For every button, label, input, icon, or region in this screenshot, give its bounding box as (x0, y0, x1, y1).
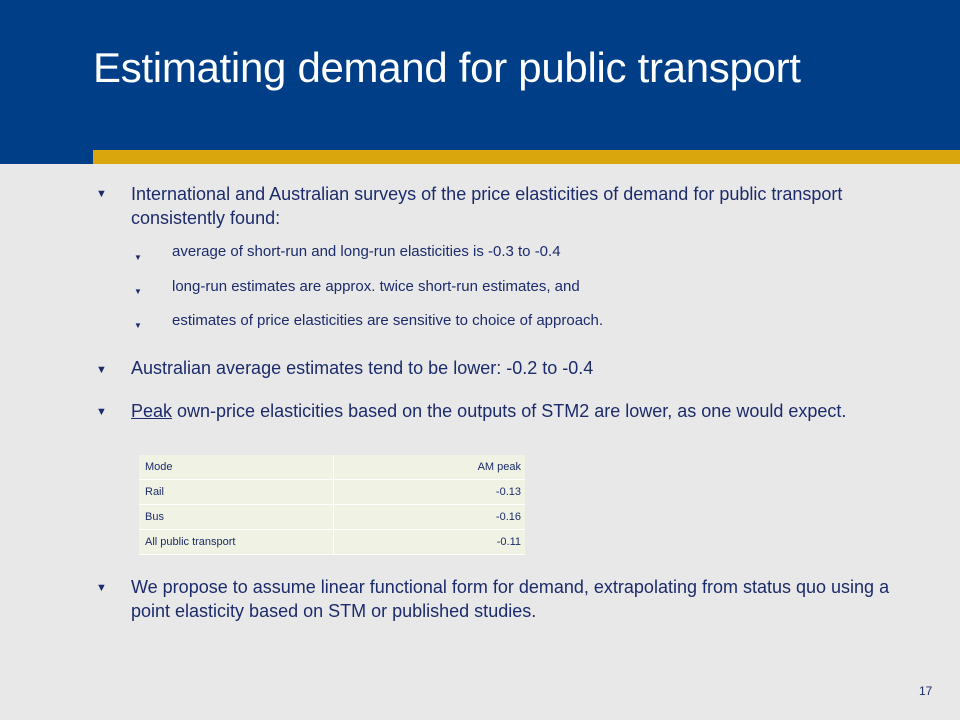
sub-bullet-icon: ▼ (134, 321, 142, 330)
bullet-icon: ▼ (96, 582, 107, 594)
table-row (139, 530, 525, 555)
table-cell-mode: All public transport (139, 530, 334, 555)
table-header-cell: AM peak (334, 455, 526, 480)
bullet-icon: ▼ (96, 188, 107, 200)
table-row (139, 480, 525, 505)
table-cell-value: -0.16 (334, 505, 526, 530)
bullet-icon: ▼ (96, 406, 107, 418)
bullet-2-text: Australian average estimates tend to be lower: -0.2 to -0.4 (131, 358, 594, 378)
accent-bar (93, 150, 960, 164)
table-cell-value: -0.13 (334, 480, 526, 505)
sub-bullet-2-text: long-run estimates are approx. twice short-run estimates, and (172, 278, 580, 295)
table-row (139, 505, 525, 530)
sub-bullet-1-text: average of short-run and long-run elasticities is -0.3 to -0.4 (172, 243, 561, 260)
peak-underlined-word: Peak (131, 401, 173, 421)
bullet-icon: ▼ (96, 364, 107, 376)
table-cell-mode: Rail (139, 480, 334, 505)
slide-header (0, 0, 960, 164)
bullet-3-text (131, 399, 891, 423)
sub-bullet-3-text: estimates of price elasticities are sensitive to choice of approach. (172, 312, 604, 329)
sub-bullet-icon: ▼ (134, 253, 142, 262)
bullet-4-text: We propose to assume linear functional form for demand, extrapolating from status quo using a point elasticity based on STM or published studies. (131, 577, 890, 621)
table-header-cell: Mode (139, 455, 334, 480)
bullet-1-text: International and Australian surveys of the price elasticities of demand for public transport consistently found: (131, 184, 843, 228)
elasticity-table (139, 455, 525, 555)
sub-bullet-icon: ▼ (134, 287, 142, 296)
bullet-3-rest: own-price elasticities based on the outputs of STM2 are lower, as one would expect. (172, 401, 847, 421)
page-number: 17 (919, 684, 933, 698)
table-cell-value: -0.11 (334, 530, 526, 555)
table-cell-mode: Bus (139, 505, 334, 530)
table-header-row (139, 455, 525, 480)
slide-title: Estimating demand for public transport (93, 44, 801, 91)
